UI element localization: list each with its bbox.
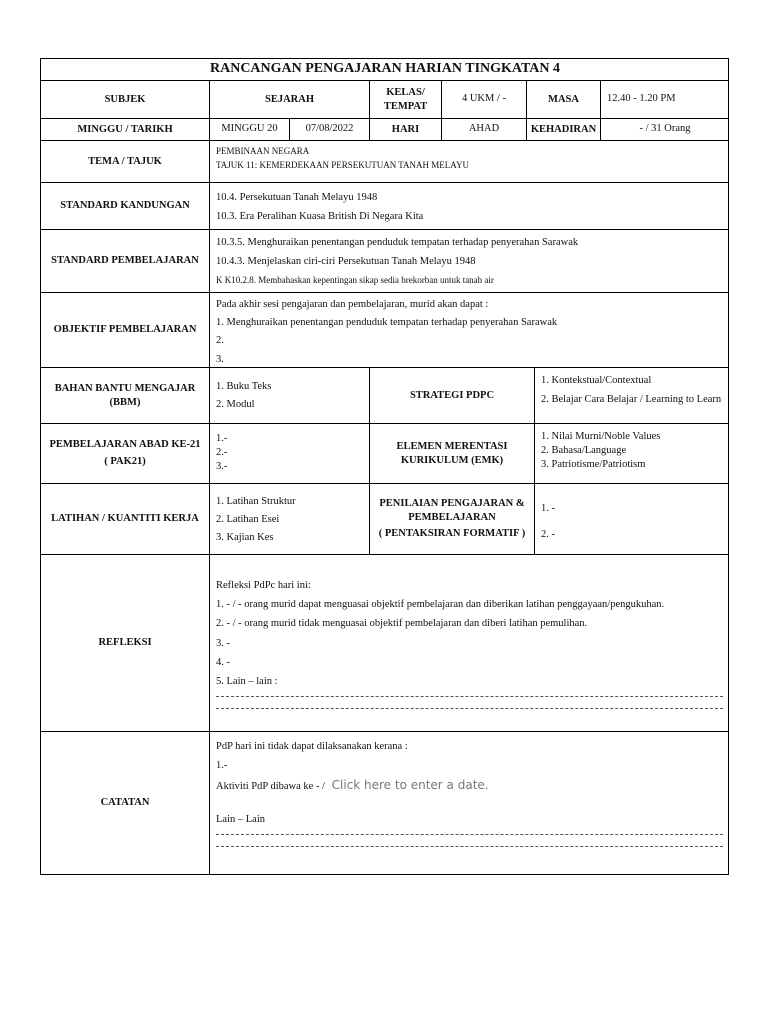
- penilaian-item: 2. -: [541, 529, 555, 541]
- refleksi-item: 3. -: [216, 637, 230, 649]
- emk-content: [535, 424, 729, 484]
- emk-label: ELEMEN MERENTASI KURIKULUM (EMK): [370, 424, 535, 484]
- form-title: RANCANGAN PENGAJARAN HARIAN TINGKATAN 4: [41, 59, 729, 81]
- tema-label: TEMA / TAJUK: [41, 141, 210, 183]
- kelas-label: KELAS/ TEMPAT: [370, 81, 442, 119]
- objektif-content: [210, 293, 729, 368]
- refleksi-writing-line[interactable]: [216, 707, 723, 709]
- hari-value: AHAD: [442, 119, 527, 141]
- pak21-item: 2.-: [216, 447, 228, 459]
- refleksi-item: 5. Lain – lain :: [216, 675, 278, 687]
- bbm-item: 1. Buku Teks: [216, 381, 272, 392]
- latihan-label: LATIHAN / KUANTITI KERJA: [41, 484, 210, 555]
- latihan-item: 1. Latihan Struktur: [216, 496, 296, 507]
- hari-label: HARI: [370, 119, 442, 141]
- refleksi-content: [210, 555, 729, 732]
- sp-line: 10.3.5. Menghuraikan penentangan penduduk tempatan terhadap penyerahan Sarawak: [216, 237, 579, 248]
- penilaian-label-line1: PENILAIAN PENGAJARAN & PEMBELAJARAN: [379, 498, 525, 523]
- refleksi-label: REFLEKSI: [41, 555, 210, 732]
- sk-line: 10.3. Era Peralihan Kuasa British Di Negara Kita: [216, 211, 424, 223]
- objektif-item: 2.: [216, 335, 224, 347]
- refleksi-intro: Refleksi PdPc hari ini:: [216, 580, 311, 591]
- catatan-item: 1.-: [216, 760, 228, 772]
- objektif-item: 3.: [216, 353, 224, 365]
- sp-line: K K10.2.8. Membahaskan kepentingan sikap sedia brekorban untuk tanah air: [216, 275, 494, 286]
- penilaian-label: [370, 484, 535, 555]
- penilaian-label-line2: ( PENTAKSIRAN FORMATIF ): [378, 528, 526, 540]
- catatan-content: [210, 732, 729, 874]
- refleksi-item: 4. -: [216, 656, 230, 668]
- strategi-label: STRATEGI PDPC: [370, 368, 535, 424]
- kehadiran-value: - / 31 Orang: [601, 119, 729, 141]
- pak21-item: 1.-: [216, 433, 228, 444]
- pak21-label: [41, 424, 210, 484]
- subjek-label: SUBJEK: [41, 81, 210, 119]
- lesson-plan-form: [40, 58, 729, 875]
- emk-item: 2. Bahasa/Language: [541, 445, 627, 457]
- refleksi-item: 2. - / - orang murid tidak menguasai objektif pembelajaran dan diberi latihan pemulihan.: [216, 618, 588, 630]
- date-picker-field[interactable]: Click here to enter a date.: [331, 778, 489, 793]
- kehadiran-label: KEHADIRAN: [527, 119, 601, 141]
- strategi-item: 1. Kontekstual/Contextual: [541, 375, 652, 386]
- strategi-item: 2. Belajar Cara Belajar / Learning to Learn: [541, 394, 722, 406]
- catatan-label: CATATAN: [41, 732, 210, 874]
- objektif-intro: Pada akhir sesi pengajaran dan pembelajaran, murid akan dapat :: [216, 299, 489, 310]
- pak21-content: [210, 424, 370, 484]
- catatan-lain: Lain – Lain: [216, 813, 265, 825]
- pak21-label-line2: ( PAK21): [104, 456, 146, 467]
- tajuk-line: TAJUK 11: KEMERDEKAAN PERSEKUTUAN TANAH MELAYU: [216, 160, 469, 171]
- tarikh-value: 07/08/2022: [290, 119, 370, 141]
- bbm-item: 2. Modul: [216, 399, 255, 411]
- pak21-label-line1: PEMBELAJARAN ABAD KE-21: [49, 439, 201, 451]
- masa-value: 12.40 - 1.20 PM: [601, 81, 729, 119]
- tema-content: [210, 141, 729, 183]
- penilaian-item: 1. -: [541, 503, 555, 514]
- minggu-value: MINGGU 20: [210, 119, 290, 141]
- refleksi-writing-line[interactable]: [216, 695, 723, 697]
- sk-line: 10.4. Persekutuan Tanah Melayu 1948: [216, 192, 378, 203]
- objektif-label: OBJEKTIF PEMBELAJARAN: [41, 293, 210, 368]
- subjek-value: SEJARAH: [210, 81, 370, 119]
- standard-pembelajaran-label: STANDARD PEMBELAJARAN: [41, 230, 210, 293]
- catatan-intro: PdP hari ini tidak dapat dilaksanakan kerana :: [216, 741, 408, 752]
- latihan-item: 2. Latihan Esei: [216, 514, 280, 526]
- standard-kandungan-content: [210, 183, 729, 230]
- emk-item: 3. Patriotisme/Patriotism: [541, 459, 646, 471]
- refleksi-item: 1. - / - orang murid dapat menguasai objektif pembelajaran dan diberikan latihan penggayaan/pengukuhan.: [216, 599, 665, 611]
- bbm-label: BAHAN BANTU MENGAJAR (BBM): [41, 368, 210, 424]
- sp-line: 10.4.3. Menjelaskan ciri-ciri Persekutuan Tanah Melayu 1948: [216, 256, 476, 268]
- catatan-aktiviti: [216, 777, 723, 794]
- emk-item: 1. Nilai Murni/Noble Values: [541, 431, 661, 442]
- catatan-writing-line[interactable]: [216, 845, 723, 847]
- strategi-content: [535, 368, 729, 424]
- kelas-value: 4 UKM / -: [442, 81, 527, 119]
- standard-kandungan-label: STANDARD KANDUNGAN: [41, 183, 210, 230]
- latihan-item: 3. Kajian Kes: [216, 532, 274, 544]
- catatan-writing-line[interactable]: [216, 833, 723, 835]
- penilaian-content: [535, 484, 729, 555]
- objektif-item: 1. Menghuraikan penentangan penduduk tempatan terhadap penyerahan Sarawak: [216, 317, 558, 329]
- standard-pembelajaran-content: [210, 230, 729, 293]
- minggu-label: MINGGU / TARIKH: [41, 119, 210, 141]
- tema-line: PEMBINAAN NEGARA: [216, 146, 310, 156]
- latihan-content: [210, 484, 370, 555]
- bbm-content: [210, 368, 370, 424]
- masa-label: MASA: [527, 81, 601, 119]
- pak21-item: 3.-: [216, 461, 228, 473]
- aktiviti-label: Aktiviti PdP dibawa ke - /: [216, 781, 325, 793]
